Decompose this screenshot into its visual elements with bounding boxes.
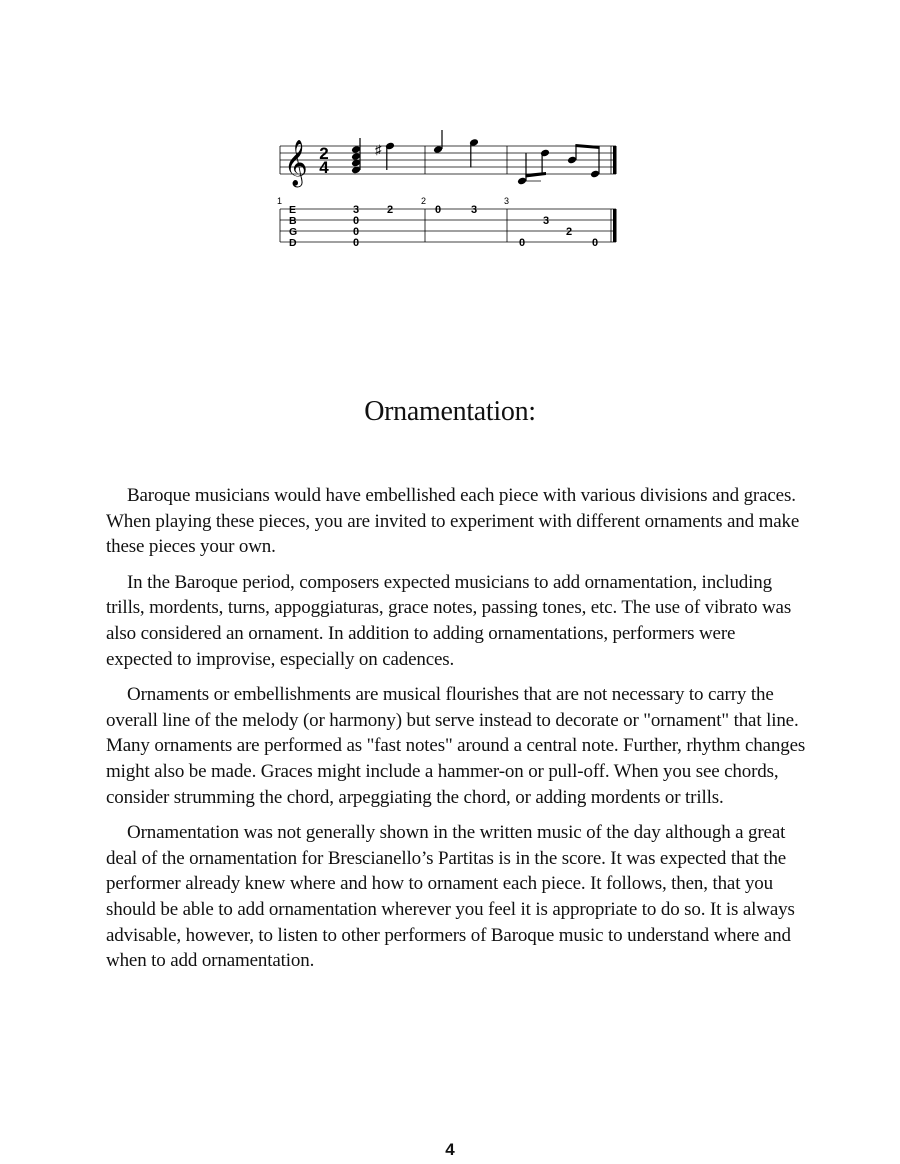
tab-fret: 3 xyxy=(543,215,550,227)
tab-fret: 0 xyxy=(353,237,360,249)
tab-fret: 0 xyxy=(353,226,360,238)
measure-number-3: 3 xyxy=(504,196,510,206)
paragraph: Ornaments or embellishments are musical flourishes that are not necessary to carry the overall line of the melody (or harmony) but serve instead to decorate or "ornament" that line. Many ornaments are performed as "fast notes" around a central note. Further, rhythm changes might also be made. Graces might include a hammer-on or pull-off. When you see chords, consider strumming the chord, arpeggiating the chord, or adding mordents or trills. xyxy=(106,684,806,808)
final-barline xyxy=(613,146,617,174)
page-number: 4 xyxy=(445,1140,455,1159)
beamed-notes xyxy=(517,144,600,185)
final-tab-barline xyxy=(613,209,617,242)
paragraph: Ornamentation was not generally shown in the written music of the day although a great deal of the ornamentation for Brescianello’s Partitas is in the score. It was expected that the performer already knew where and how to ornament each piece. It follows, then, that you should be able to add ornamentation wherever you feel it is appropriate to do so. It is always advisable, however, to listen to other performers of Baroque music to understand where and when to add ornamentation. xyxy=(106,822,795,972)
string-name-g: G xyxy=(289,226,298,238)
tab-fret: 3 xyxy=(471,204,478,216)
tab-fret: 2 xyxy=(387,204,394,216)
note xyxy=(385,142,395,170)
sharp-accidental: ♯ xyxy=(375,142,382,157)
page-title: Ornamentation: xyxy=(364,396,536,427)
tab-fret: 0 xyxy=(519,237,526,249)
string-name-d: D xyxy=(289,237,297,249)
tab-fret: 2 xyxy=(566,226,573,238)
time-signature-top: 2 xyxy=(319,144,329,163)
notation-staff xyxy=(280,146,616,174)
string-name-e: E xyxy=(289,204,297,216)
measure-number-2: 2 xyxy=(421,196,427,206)
note xyxy=(433,130,443,154)
tab-fret: 0 xyxy=(592,237,599,249)
body-text xyxy=(106,483,806,984)
tab-fret: 0 xyxy=(353,215,360,227)
paragraph: Baroque musicians would have embellished each piece with various divisions and graces. When playing these pieces, you are invited to experiment with different ornaments and make these pieces your own. xyxy=(106,485,800,558)
measure-number-1: 1 xyxy=(277,196,283,206)
treble-clef-icon: 𝄞 xyxy=(284,140,308,186)
chord-notes xyxy=(351,138,361,174)
tab-fret: 0 xyxy=(435,204,442,216)
paragraph: In the Baroque period, composers expected musicians to add ornamentation, including trills, mordents, turns, appoggiaturas, grace notes, passing tones, etc. The use of vibrato was also considered an ornament. In addition to adding ornamentations, performers were expected to improvise, especially on cadences. xyxy=(106,571,792,670)
string-name-b: B xyxy=(289,215,297,227)
time-signature-bottom: 4 xyxy=(319,158,329,177)
music-score xyxy=(270,130,640,255)
tab-fret: 3 xyxy=(353,204,360,216)
